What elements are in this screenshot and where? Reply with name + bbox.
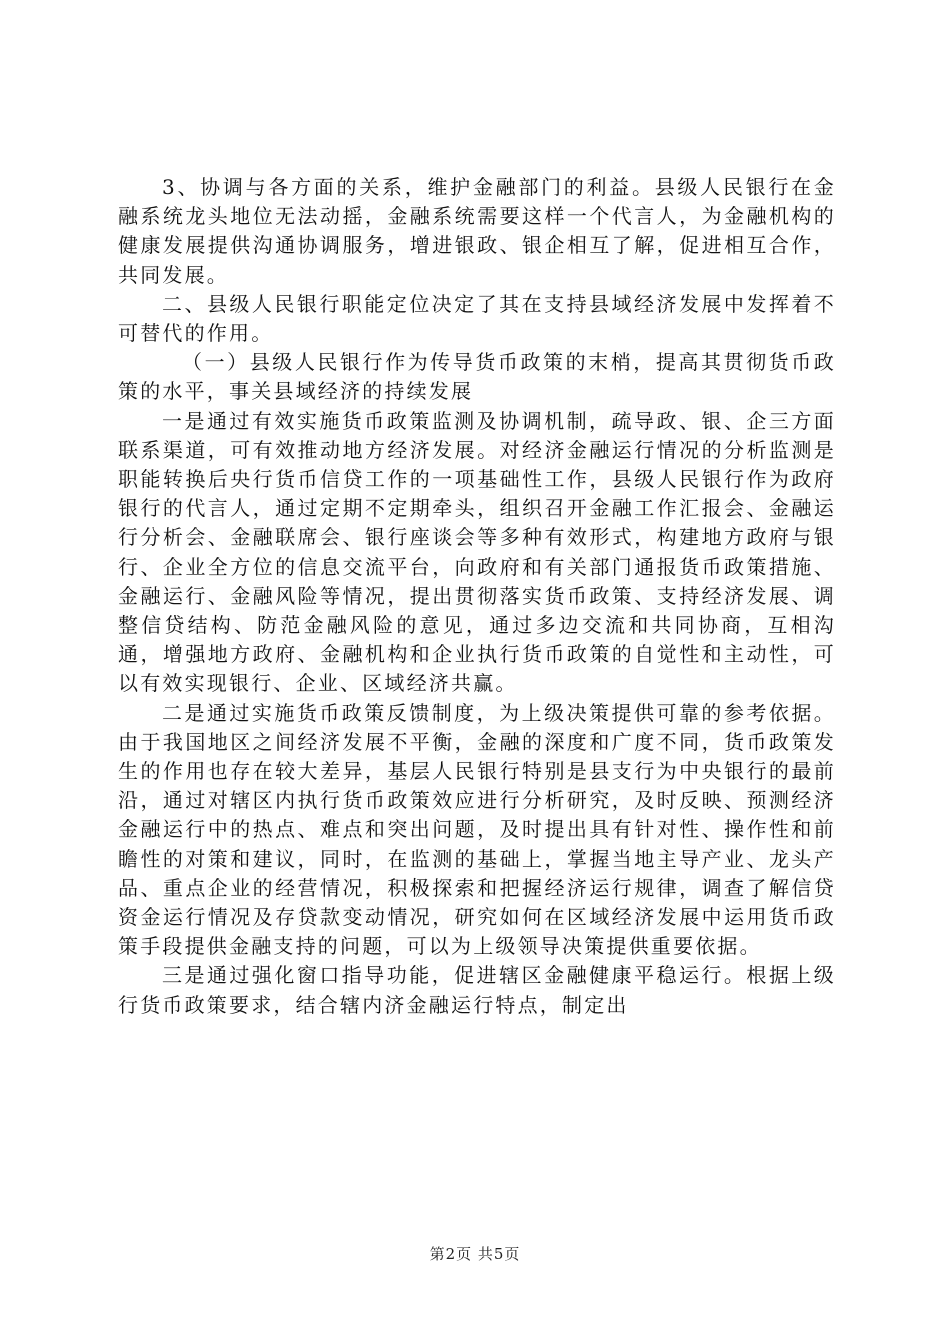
paragraph-point-two: 二是通过实施货币政策反馈制度，为上级决策提供可靠的参考依据。由于我国地区之间经济发展不平衡，金融的深度和广度不同，货币政策发生的作用也存在较大差异，基层人民银行特别是县支行为中央银行的最前沿，通过对辖区内执行货币政策效应进行分析研究，及时反映、预测经济金融运行中的热点、难点和突出问题，及时提出具有针对性、操作性和前瞻性的对策和建议，同时，在监测的基础上，掌握当地主导产业、龙头产品、重点企业的经营情况，积极探索和把握经济运行规律，调查了解信贷资金运行情况及存贷款变动情况，研究如何在区域经济发展中运用货币政策手段提供金融支持的问题，可以为上级领导决策提供重要依据。 bbox=[118, 700, 836, 959]
paragraph-point-three: 三是通过强化窗口指导功能，促进辖区金融健康平稳运行。根据上级行货币政策要求，结合辖内济金融运行特点，制定出 bbox=[118, 963, 836, 1017]
paragraph-point-one: 一是通过有效实施货币政策监测及协调机制，疏导政、银、企三方面联系渠道，可有效推动地方经济发展。对经济金融运行情况的分析监测是职能转换后央行货币信贷工作的一项基础性工作，县级人民银行作为政府银行的代言人，通过定期不定期牵头，组织召开金融工作汇报会、金融运行分析会、金融联席会、银行座谈会等多种有效形式，构建地方政府与银行、企业全方位的信息交流平台，向政府和有关部门通报货币政策措施、金融运行、金融风险等情况，提出贯彻落实货币政策、支持经济发展、调整信贷结构、防范金融风险的意见，通过多边交流和共同协商，互相沟通，增强地方政府、金融机构和企业执行货币政策的自觉性和主动性，可以有效实现银行、企业、区域经济共赢。 bbox=[118, 408, 836, 696]
paragraph-coordination: 3、协调与各方面的关系，维护金融部门的利益。县级人民银行在金融系统龙头地位无法动摇，金融系统需要这样一个代言人，为金融机构的健康发展提供沟通协调服务，增进银政、银企相互了解，促进相互合作，共同发展。 bbox=[118, 175, 836, 287]
subsection-heading-one: （一）县级人民银行作为传导货币政策的末梢，提高其贯彻货币政策的水平，事关县域经济的持续发展 bbox=[118, 350, 836, 404]
document-body bbox=[118, 173, 836, 1020]
page-number-footer: 第2页 共5页 bbox=[429, 1245, 521, 1263]
section-heading-two: 二、县级人民银行职能定位决定了其在支持县域经济发展中发挥着不可替代的作用。 bbox=[118, 291, 836, 346]
